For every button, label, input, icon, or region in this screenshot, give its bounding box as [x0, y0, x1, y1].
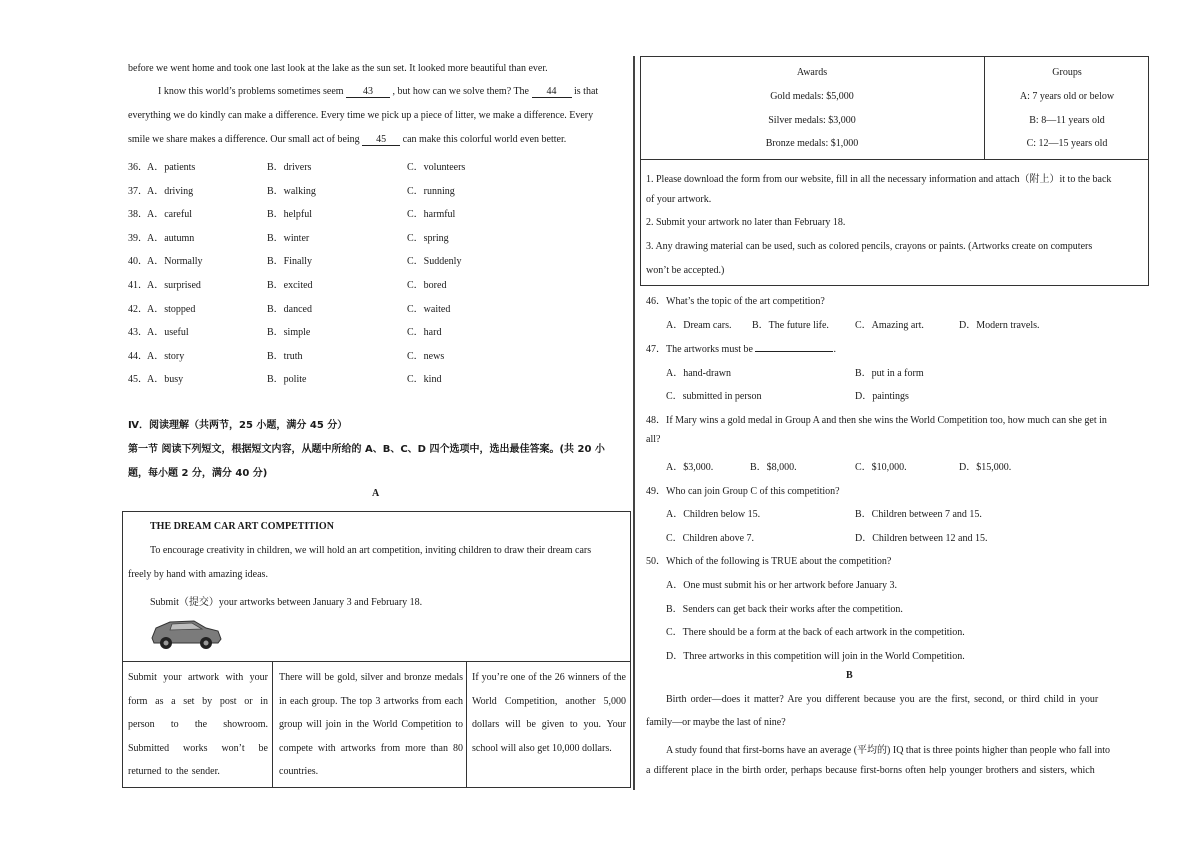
ad-divider — [122, 661, 631, 662]
option-a[interactable]: A．careful — [147, 209, 192, 221]
option-c[interactable]: C．volunteers — [407, 162, 466, 173]
group-b: B: 8—11 years old — [1029, 115, 1105, 126]
question-number: 37． — [128, 185, 148, 197]
ad-intro: To encourage creativity in children, we will hold an art competition, inviting children to draw their dream cars — [150, 545, 592, 556]
column-divider — [633, 56, 635, 790]
question-stem: 46．What’s the topic of the art competition? — [646, 296, 825, 307]
question-stem: all? — [646, 434, 661, 445]
option-d[interactable]: D．$15,000. — [959, 462, 1012, 473]
blank-43: 43 — [346, 86, 390, 98]
awards-header: Awards — [796, 67, 828, 78]
option-a[interactable]: A．autumn — [147, 232, 195, 244]
option-d[interactable]: D．paintings — [855, 391, 909, 402]
question-stem: 49．Who can join Group C of this competition? — [646, 486, 840, 497]
groups-header: Groups — [1052, 67, 1082, 78]
option-b[interactable]: B．drivers — [267, 162, 312, 173]
question-stem: 50．Which of the following is TRUE about the competition? — [646, 556, 892, 567]
ad-column-winners: If you’re one of the 26 winners of the World Competition, another 5,000 dollars will be given to you. Your school will also get 10,000 dollars. — [472, 672, 626, 754]
option-b[interactable]: B．$8,000. — [750, 462, 797, 473]
option-b[interactable]: B．truth — [267, 350, 303, 362]
passage-line: before we went home and took one last look at the lake as the sun set. It looked more beautiful than ever. — [128, 63, 548, 74]
option-b[interactable]: B．polite — [267, 374, 307, 386]
option-a[interactable]: A．story — [147, 350, 185, 362]
table-divider — [640, 159, 1149, 160]
question-number: 45． — [128, 374, 148, 386]
option-c[interactable]: C．running — [407, 185, 455, 197]
option-c[interactable]: C．news — [407, 350, 445, 362]
option-a[interactable]: A．Normally — [147, 256, 203, 268]
option-c[interactable]: C．$10,000. — [855, 462, 907, 473]
award-bronze: Bronze medals: $1,000 — [765, 138, 859, 149]
option-b[interactable]: B．Finally — [267, 256, 313, 268]
rule-1: 1. Please download the form from our website, fill in all the necessary information and attach（附上）it to the back — [646, 174, 1112, 185]
option-a[interactable]: A．driving — [147, 185, 194, 197]
option-c[interactable]: C．bored — [407, 280, 447, 291]
option-c[interactable]: C．submitted in person — [666, 391, 762, 402]
option-b[interactable]: B．danced — [267, 303, 312, 315]
ad-column-medals: There will be gold, silver and bronze medals in each group. The top 3 artworks from each group will join in the World Competition to compete with artworks from more than 80 countries. — [279, 672, 463, 778]
rule-1: of your artwork. — [646, 194, 712, 205]
passage-line: everything we do kindly can make a difference. Every time we pick up a piece of litter, we make a difference. Every — [128, 110, 594, 121]
passage-line: a different place in the birth order, perhaps because first-borns often help younger brothers and sisters, which — [646, 765, 1095, 776]
option-c[interactable]: C．spring — [407, 232, 449, 244]
option-a[interactable]: A．Children below 15. — [666, 509, 761, 520]
option-c[interactable]: C．There should be a form at the back of each artwork in the competition. — [666, 627, 965, 638]
option-a[interactable]: A．Dream cars. — [666, 320, 732, 331]
blank-45: 45 — [362, 134, 400, 146]
ad-column-submission: Submit your artwork with your form as a set by post or in person to the showroom. Submitted works won’t be returned to the sender. — [128, 672, 268, 778]
option-a[interactable]: A．busy — [147, 374, 184, 386]
group-c: C: 12—15 years old — [1026, 138, 1108, 149]
section-instructions: 第一节 阅读下列短文，根据短文内容，从题中所给的 A、B、C、D 四个选项中，选出最佳答案。(共 20 小 — [128, 444, 605, 455]
passage-label-b: B — [846, 670, 853, 681]
rule-2: 2. Submit your artwork no later than February 18. — [646, 217, 846, 228]
rule-3: won’t be accepted.) — [646, 265, 725, 276]
option-b[interactable]: B．put in a form — [855, 368, 924, 379]
question-number: 39． — [128, 232, 148, 244]
ad-intro: freely by hand with amazing ideas. — [128, 569, 268, 580]
passage-line: family—or maybe the last of nine? — [646, 717, 786, 728]
option-a[interactable]: A．stopped — [147, 303, 196, 315]
question-stem: 47．The artworks must be . — [646, 344, 836, 355]
option-d[interactable]: D．Three artworks in this competition will join in the World Competition. — [666, 651, 965, 662]
option-b[interactable]: B．excited — [267, 280, 313, 291]
question-number: 38． — [128, 209, 148, 221]
option-b[interactable]: B．Senders can get back their works after the competition. — [666, 604, 903, 615]
question-stem: 48．If Mary wins a gold medal in Group A and then she wins the World Competition too, how much can she get in — [646, 415, 1107, 426]
passage-line: Birth order—does it matter? Are you different because you are the first, second, or third child in your — [666, 694, 1099, 705]
option-b[interactable]: B．simple — [267, 327, 311, 339]
ad-divider — [466, 661, 467, 788]
question-number: 40． — [128, 256, 148, 268]
passage-label-a: A — [372, 488, 380, 499]
award-silver: Silver medals: $3,000 — [768, 115, 856, 126]
answer-blank — [755, 351, 833, 352]
option-d[interactable]: D．Modern travels. — [959, 320, 1040, 331]
blank-44: 44 — [532, 86, 572, 98]
ad-title: THE DREAM CAR ART COMPETITION — [150, 521, 334, 532]
ad-divider — [272, 661, 273, 788]
passage-line: smile we share makes a difference. Our small act of being 45 can make this colorful world even better. — [128, 134, 567, 145]
option-c[interactable]: C．hard — [407, 327, 442, 339]
option-d[interactable]: D．Children between 12 and 15. — [855, 533, 988, 544]
section-title: Ⅳ．阅读理解（共两节，25 小题，满分 45 分） — [128, 420, 348, 431]
option-b[interactable]: B．The future life. — [752, 320, 829, 331]
option-a[interactable]: A．useful — [147, 327, 189, 339]
award-gold: Gold medals: $5,000 — [770, 91, 854, 102]
option-b[interactable]: B．walking — [267, 185, 316, 197]
group-a: A: 7 years old or below — [1019, 91, 1115, 102]
question-number: 44． — [128, 350, 148, 362]
option-a[interactable]: A．hand-drawn — [666, 368, 731, 379]
car-icon — [148, 614, 224, 652]
option-c[interactable]: C．harmful — [407, 209, 456, 221]
option-c[interactable]: C．Children above 7. — [666, 533, 755, 544]
option-a[interactable]: A．surprised — [147, 280, 201, 291]
ad-submit-dates: Submit（提交）your artworks between January 3 and February 18. — [150, 597, 423, 608]
option-a[interactable]: A．$3,000. — [666, 462, 714, 473]
question-number: 43． — [128, 327, 148, 339]
option-c[interactable]: C．waited — [407, 303, 451, 315]
question-number: 42． — [128, 303, 148, 315]
option-a[interactable]: A．patients — [147, 162, 196, 173]
option-c[interactable]: C．Suddenly — [407, 256, 462, 268]
option-c[interactable]: C．Amazing art. — [855, 320, 924, 331]
passage-line: A study found that first-borns have an average (平均的) IQ that is three points higher than people who fall into — [666, 745, 1111, 756]
option-b[interactable]: B．winter — [267, 232, 310, 244]
question-number: 36． — [128, 162, 148, 173]
passage-line: I know this world’s problems sometimes seem 43 , but how can we solve them? The 44 is that — [158, 86, 599, 97]
option-b[interactable]: B．helpful — [267, 209, 312, 221]
rule-3: 3. Any drawing material can be used, such as colored pencils, crayons or paints. (Artworks create on computers — [646, 241, 1093, 252]
option-c[interactable]: C．kind — [407, 374, 442, 386]
question-number: 41． — [128, 280, 148, 291]
option-b[interactable]: B．Children between 7 and 15. — [855, 509, 982, 520]
section-instructions: 题，每小题 2 分，满分 40 分) — [128, 468, 268, 479]
option-a[interactable]: A．One must submit his or her artwork before January 3. — [666, 580, 898, 591]
